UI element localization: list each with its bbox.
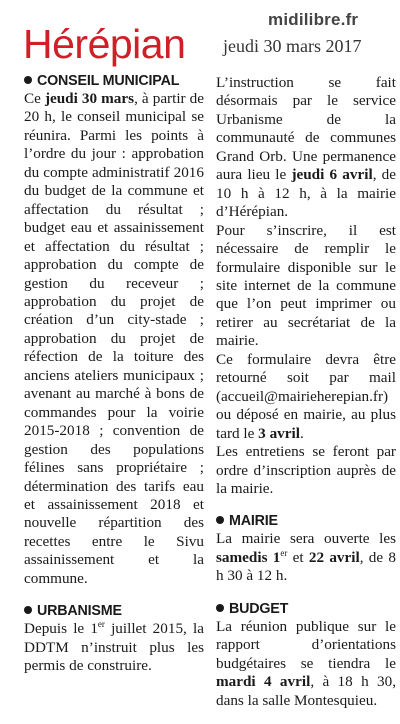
urbanisme-paragraph-1: Depuis le 1er juillet 2015, la DDTM n’instruit plus les permis de construire. <box>24 619 204 675</box>
site-name: midilibre.fr <box>268 10 359 29</box>
bullet-icon <box>24 606 32 614</box>
section-conseil-municipal <box>24 72 204 588</box>
section-title-text: MAIRIE <box>229 513 278 530</box>
left-column <box>24 72 204 690</box>
section-title <box>216 512 396 530</box>
section-budget <box>216 600 396 710</box>
urbanisme-paragraph-4: Ce formulaire devra être retourné soit par mail (accueil@mairieherepian.fr) ou déposé en mairie, au plus tard le 3 avril. <box>216 350 396 442</box>
urbanisme-paragraph-5: Les entretiens se feront par ordre d’inscription auprès de la mairie. <box>216 443 396 497</box>
bullet-icon <box>216 516 224 524</box>
bullet-icon <box>24 76 32 84</box>
urbanisme-paragraph-2: L’instruction se fait désormais par le service Urbanisme de la communauté de communes Grand Orb. Une permanence aura lieu le jeudi 6 avril, de 10 h à 12 h, à la mairie d’Hérépian. <box>216 74 397 221</box>
section-title-text: CONSEIL MUNICIPAL <box>37 73 180 89</box>
budget-paragraph: La réunion publique sur le rapport d’orientations budgétaires se tiendra le mardi 4 avril, à 18 h 30, dans la salle Montesquieu. <box>216 617 396 709</box>
section-urbanisme-continued <box>216 74 396 498</box>
urbanisme-paragraph-3: Pour s’inscrire, il est nécessaire de remplir le formulaire disponible sur le site internet de la commune que l’on peut imprimer ou retirer au secrétariat de la mairie. <box>216 221 396 350</box>
section-title <box>24 602 204 620</box>
section-mairie <box>216 512 396 585</box>
right-column <box>216 72 396 724</box>
mairie-paragraph: La mairie sera ouverte les samedis 1er et 22 avril, de 8 h 30 à 12 h. <box>216 530 396 585</box>
section-title-text: BUDGET <box>229 600 289 617</box>
bullet-icon <box>216 604 224 612</box>
conseil-paragraph: Ce jeudi 30 mars, à partir de 20 h, le conseil municipal se réunira. Parmi les points à l’ordre du jour : approbation du compte administratif 2016 du budget de la commune et affectation du résultat ; budget eau et assainissement et affectation du résultat ; approbation du compte de gestion du receveur ; approbation du projet de création d’un city-stade ; approbation du projet de réfection de la toiture des anciens ateliers municipaux ; avenant au marché à bons de commandes pour la voirie 2015-2018 ; convention de gestion des populations félines sans propriétaire ; détermination des tarifs eau et assainissement 2018 et nouvelle répartition des recettes entre le Sivu assainissement et la commune. <box>24 90 205 587</box>
section-title <box>216 600 396 618</box>
section-title-text: URBANISME <box>37 603 122 620</box>
article-header <box>0 0 400 80</box>
section-urbanisme <box>24 602 204 675</box>
publication-date: jeudi 30 mars 2017 <box>223 36 362 56</box>
section-title <box>24 72 204 90</box>
town-title: Hérépian <box>23 21 186 67</box>
